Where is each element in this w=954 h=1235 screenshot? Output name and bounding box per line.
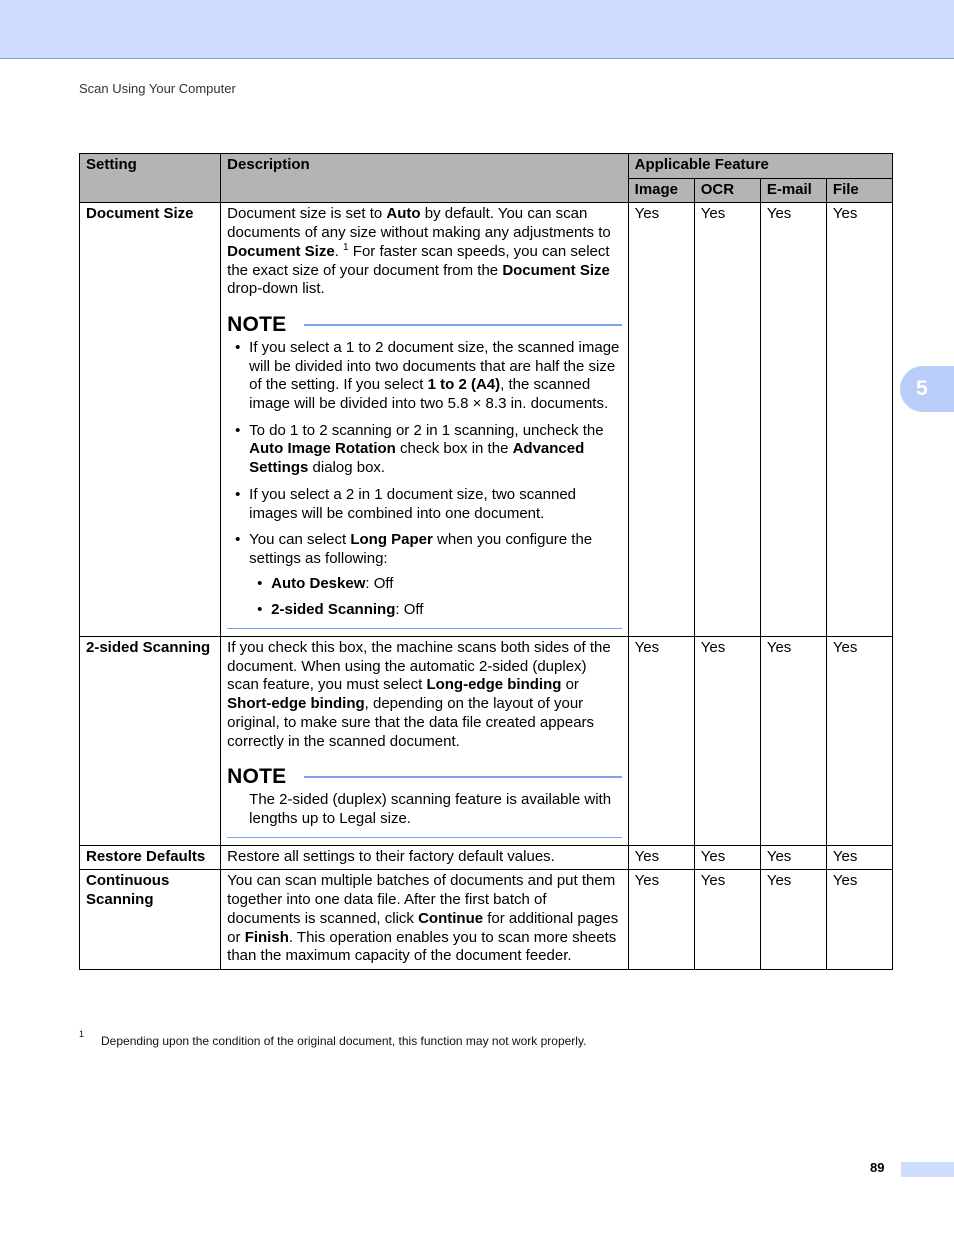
- file-cell: Yes: [826, 870, 892, 970]
- setting-cell: Continuous Scanning: [80, 870, 221, 970]
- email-cell: Yes: [760, 870, 826, 970]
- ocr-cell: Yes: [694, 845, 760, 870]
- footnote-text: Depending upon the condition of the original document, this function may not work properly.: [101, 1034, 587, 1048]
- header-setting: Setting: [80, 154, 221, 203]
- page-number-tab: [901, 1162, 954, 1177]
- description-cell: [221, 870, 629, 970]
- note-sublist: [249, 575, 622, 620]
- email-cell: Yes: [760, 637, 826, 846]
- running-head: Scan Using Your Computer: [79, 81, 236, 96]
- header-file: File: [826, 178, 892, 203]
- note-title: NOTE: [227, 312, 287, 336]
- file-cell: Yes: [826, 203, 892, 637]
- note-item: • You can select Long Paper when you configure the settings as following: • Auto Deskew: Off • 2-sided Scanning: Off: [227, 531, 622, 620]
- setting-cell: Restore Defaults: [80, 845, 221, 870]
- note-item: • If you select a 1 to 2 document size, the scanned image will be divided into two documents that are half the size of the setting. If you select 1 to 2 (A4), the scanned image will be divided into two 5.8 × 8.3 in. documents.: [227, 339, 622, 414]
- table-row-restore-defaults: [80, 845, 893, 870]
- file-cell: Yes: [826, 637, 892, 846]
- description-text: If you check this box, the machine scans both sides of the document. When using the automatic 2-sided (duplex) scan feature, you must select Long-edge binding or Short-edge binding, depending on the layout of your original, to make sure that the data file created appears correctly in the scanned document.: [227, 639, 611, 750]
- note-list: [227, 339, 622, 620]
- table-row-continuous-scanning: [80, 870, 893, 970]
- header-description: Description: [221, 154, 629, 203]
- note-header: [227, 765, 622, 789]
- header-applicable-feature: Applicable Feature: [628, 154, 892, 179]
- image-cell: Yes: [628, 870, 694, 970]
- header-band: [0, 0, 954, 59]
- note-text: The 2-sided (duplex) scanning feature is available with lengths up to Legal size.: [249, 791, 612, 827]
- setting-cell: 2-sided Scanning: [80, 637, 221, 846]
- description-cell: [221, 637, 629, 846]
- description-text: Document size is set to Auto by default. You can scan documents of any size without making any adjustments to Document Size. $^1$ For faster scan speeds, you can select the exact size of your document from the Document Size drop-down list.: [227, 205, 611, 298]
- description-cell: [221, 203, 629, 637]
- description-cell: [221, 845, 629, 870]
- chapter-number: 5: [916, 377, 928, 400]
- header-image: Image: [628, 178, 694, 203]
- note-title: NOTE: [227, 764, 287, 788]
- file-cell: Yes: [826, 845, 892, 870]
- description-text: Restore all settings to their factory default values.: [227, 847, 555, 865]
- note-subitem: • Auto Deskew: Off: [249, 575, 622, 594]
- ocr-cell: Yes: [694, 870, 760, 970]
- note-header: [227, 313, 622, 337]
- setting-cell: Document Size: [80, 203, 221, 637]
- footnote-mark: 1: [79, 1029, 85, 1039]
- table-row-2-sided-scanning: [80, 637, 893, 846]
- note-subitem: • 2-sided Scanning: Off: [249, 601, 622, 620]
- note-rule: [304, 776, 621, 778]
- note-end-rule: [227, 837, 622, 838]
- header-email: E-mail: [760, 178, 826, 203]
- footnote: [79, 1029, 587, 1048]
- settings-table: [79, 153, 893, 970]
- note-item: • To do 1 to 2 scanning or 2 in 1 scanning, uncheck the Auto Image Rotation check box in the Advanced Settings dialog box.: [227, 422, 622, 478]
- note-end-rule: [227, 628, 622, 629]
- ocr-cell: Yes: [694, 637, 760, 846]
- description-text: You can scan multiple batches of documents and put them together into one data file. After the first batch of documents is scanned, click Continue for additional pages or Finish. This operation enables you to scan more sheets than the maximum capacity of the document feeder.: [227, 872, 619, 965]
- email-cell: Yes: [760, 203, 826, 637]
- chapter-tab: [900, 366, 954, 412]
- image-cell: Yes: [628, 845, 694, 870]
- note-rule: [304, 324, 621, 326]
- email-cell: Yes: [760, 845, 826, 870]
- header-ocr: OCR: [694, 178, 760, 203]
- note-item: • If you select a 2 in 1 document size, two scanned images will be combined into one document.: [227, 486, 622, 523]
- table-row-document-size: [80, 203, 893, 637]
- ocr-cell: Yes: [694, 203, 760, 637]
- page-number: 89: [870, 1160, 885, 1175]
- image-cell: Yes: [628, 203, 694, 637]
- image-cell: Yes: [628, 637, 694, 846]
- footnote-ref: 1: [343, 241, 349, 253]
